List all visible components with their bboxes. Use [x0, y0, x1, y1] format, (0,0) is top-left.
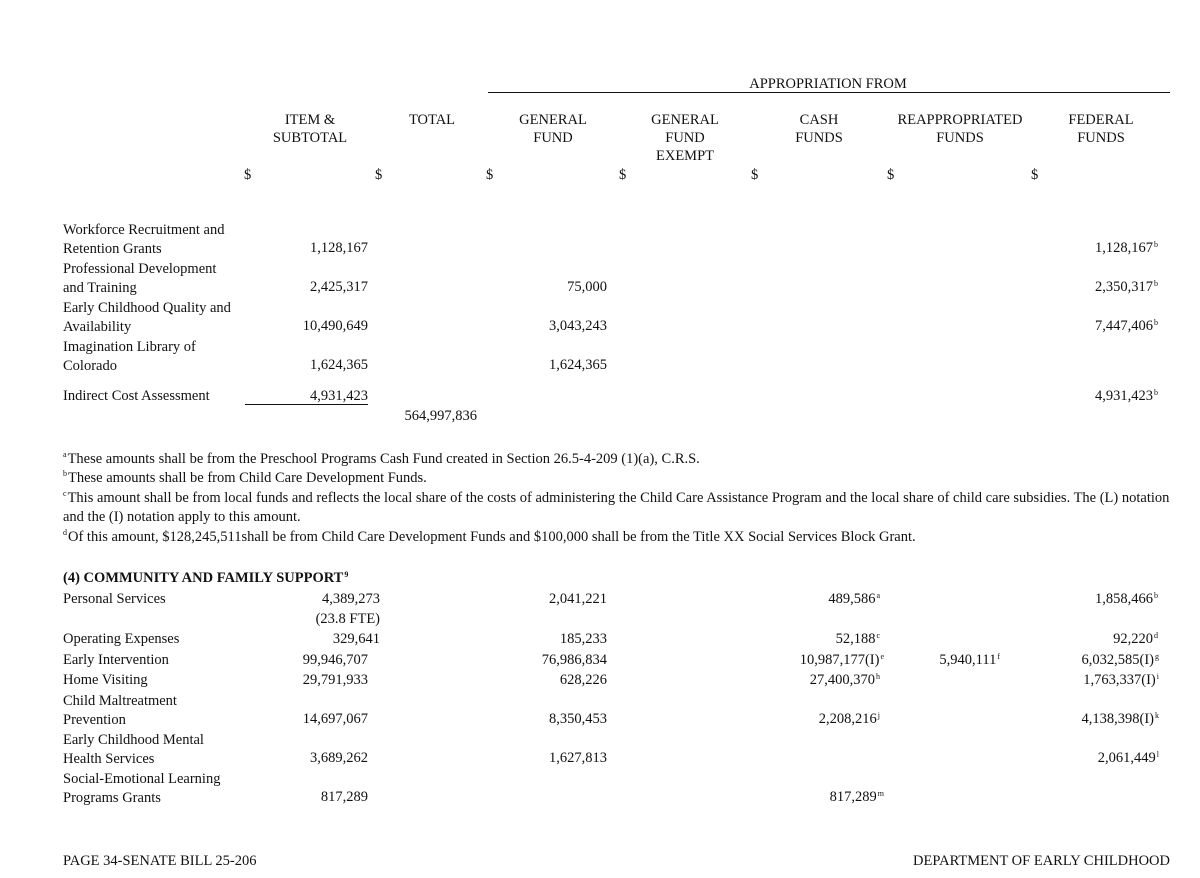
fte-value: (23.8 FTE): [315, 611, 380, 627]
cash-amount: 27,400,370$^h$: [809, 672, 880, 688]
federal-amount: 4,931,423$^b$: [1095, 388, 1158, 404]
item-amount: 4,389,273: [322, 591, 380, 607]
general-amount: 76,986,834: [541, 652, 607, 668]
general-amount: 1,624,365: [549, 357, 607, 373]
appropriation-rule: [488, 92, 1170, 93]
cash-amount: 817,289$^m$: [829, 789, 884, 805]
federal-amount: $6,032,585(I)^g$: [1081, 652, 1159, 668]
general-amount: 2,041,221: [549, 591, 607, 607]
item-amount: 99,946,707: [302, 652, 368, 668]
row-label: Social-Emotional Learning Programs Grants: [63, 771, 221, 806]
row-label: Home Visiting: [63, 672, 148, 688]
section-title: (4) COMMUNITY AND FAMILY SUPPORT$^9$: [63, 570, 349, 586]
cash-amount: 52,188$^c$: [835, 631, 880, 647]
row-label: Personal Services: [63, 591, 166, 607]
page-footer-right: DEPARTMENT OF EARLY CHILDHOOD: [913, 853, 1170, 869]
row-label: Professional Development and Training: [63, 261, 217, 296]
footnote: $^b$These amounts shall be from Child Care Development Funds.: [63, 469, 427, 486]
item-amount: 817,289: [320, 789, 368, 805]
item-amount: 2,425,317: [310, 279, 368, 295]
dollar-sign: $: [1031, 167, 1039, 183]
federal-amount: 1,858,466$^b$: [1095, 591, 1158, 607]
dollar-sign: $: [244, 167, 252, 183]
federal-amount: 2,061,449$^l$: [1097, 750, 1159, 766]
dollar-sign: $: [375, 167, 383, 183]
general-amount: 185,233: [559, 631, 607, 647]
general-amount: 8,350,453: [549, 711, 607, 727]
item-amount: 10,490,649: [302, 318, 368, 334]
item-amount: 3,689,262: [310, 750, 368, 766]
general-amount: 3,043,243: [549, 318, 607, 334]
general-amount: 628,226: [559, 672, 607, 688]
footnote: $^c$This amount shall be from local funds and reflects the local share of the costs of administering the Child Care Assistance Program and the local share of child care subsidies. The (L) notation and the (I) notation apply to this amount.: [63, 489, 1170, 525]
row-label: Child Maltreatment Prevention: [63, 693, 177, 728]
federal-amount: 2,350,317$^b$: [1095, 279, 1158, 295]
federal-amount: 1,128,167$^b$: [1095, 240, 1158, 256]
row-label: Workforce Recruitment and Retention Grants: [63, 222, 225, 257]
item-amount: 14,697,067: [302, 711, 368, 727]
item-amount: 1,128,167: [310, 240, 368, 256]
footnote: $^d$Of this amount, $128,245,511shall be from Child Care Development Funds and $100,000 shall be from the Title XX Social Services Block Grant.: [63, 528, 916, 545]
cash-amount: 489,586$^a$: [828, 591, 880, 607]
page-footer-left: PAGE 34-SENATE BILL 25-206: [63, 853, 257, 869]
dollar-sign: $: [751, 167, 759, 183]
footnote: $^a$These amounts shall be from the Preschool Programs Cash Fund created in Section 26.5-4-209 (1)(a), C.R.S.: [63, 450, 700, 467]
row-label: Early Childhood Quality and Availability: [63, 300, 231, 335]
dollar-sign: $: [486, 167, 494, 183]
reappropriated-amount: 5,940,111$^f$: [939, 652, 1000, 668]
federal-amount: 92,220$^d$: [1113, 631, 1158, 647]
col-header-federal-funds: FEDERAL FUNDS: [1068, 112, 1134, 146]
appropriation-from-heading: APPROPRIATION FROM: [749, 76, 907, 92]
row-label: Indirect Cost Assessment: [63, 388, 210, 404]
subtotal-underline: [245, 404, 368, 405]
federal-amount: 7,447,406$^b$: [1095, 318, 1158, 334]
federal-amount: $1,763,337(I)^i$: [1083, 672, 1159, 688]
col-header-reappropriated-funds: REAPPROPRIATED FUNDS: [897, 112, 1023, 146]
row-label: Early Childhood Mental Health Services: [63, 732, 204, 767]
item-amount: 29,791,933: [302, 672, 368, 688]
col-header-cash-funds: CASH FUNDS: [795, 112, 843, 146]
general-amount: 1,627,813: [549, 750, 607, 766]
federal-amount: $4,138,398(I)^k$: [1081, 711, 1159, 727]
col-header-item-subtotal: ITEM & SUBTOTAL: [272, 112, 348, 146]
general-amount: 75,000: [567, 279, 607, 295]
col-header-total: TOTAL: [408, 112, 456, 128]
item-amount: 4,931,423: [310, 388, 368, 404]
cash-amount: $10,987,177(I)^e$: [799, 652, 884, 668]
section-total: 564,997,836: [404, 408, 477, 424]
item-amount: 1,624,365: [310, 357, 368, 373]
dollar-sign: $: [887, 167, 895, 183]
dollar-sign: $: [619, 167, 627, 183]
col-header-general-fund: GENERAL FUND: [519, 112, 587, 146]
cash-amount: 2,208,216$^j$: [818, 711, 880, 727]
item-amount: 329,641: [332, 631, 380, 647]
row-label: Operating Expenses: [63, 631, 180, 647]
row-label: Early Intervention: [63, 652, 169, 668]
col-header-general-fund-exempt: GENERAL FUND EXEMPT: [651, 112, 719, 164]
row-label: Imagination Library of Colorado: [63, 339, 196, 374]
